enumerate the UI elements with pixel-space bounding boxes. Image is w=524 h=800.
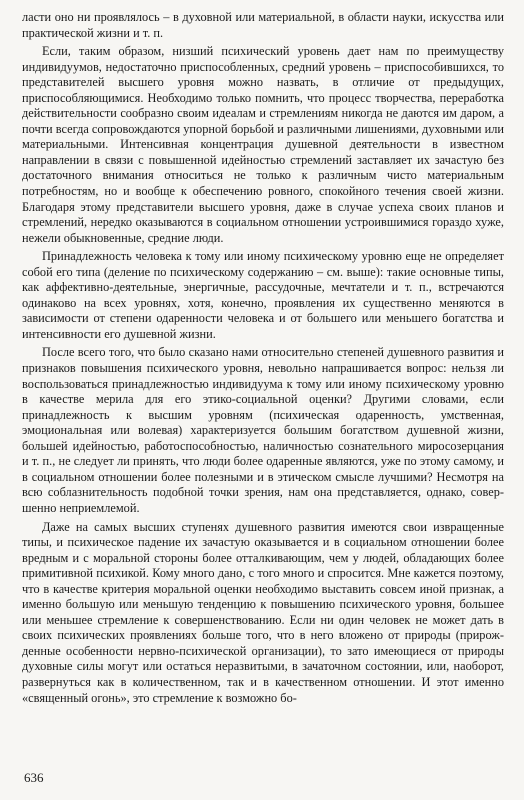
paragraph-3: Принадлежность человека к тому или иному психическому уровню еще не определяет собой его типа (деление по психическому содержанию – см. выше): такие основные типы, как аффективно-деятельные, энергичные, рассудочные, мечтатели и т. п., встречаются одинаково на всех уровнях, хотя, конечно, проявления их существенно меняются в зависимости от степени одаренности человека и от большего или меньшего богатства и интенсивности его душевной жизни.	[22, 249, 504, 341]
paragraph-1: ласти оно ни проявлялось – в духовной или материальной, в области науки, искусства или практической жизни и т. п.	[22, 10, 504, 40]
page-text	[22, 10, 504, 709]
paragraph-2: Если, таким образом, низший психический уровень дает нам по преимуществу индивидуумов, недостаточно приспособленных, средний уровень – приспособившихся, то представителей высшего уровня можно назвать, в отличие от предыдущих, приспособляющимися. Необходимо только помнить, что процесс творчества, переработка действительности сообразно своим идеалам и стремлениям никогда не даются им даром, а почти всегда сопровождаются упорной борьбой и различными лишениями, духовными или материальными. Интенсивная концентрация душевной деятельности в известном направлении в связи с повышенной идейностью стремлений заставляет их зачастую без достаточного внимания относиться не только к различным чисто материальным потребностям, но и вообще к обеспечению ровного, спокойного течения своей жизни. Благодаря этому представители высшего уровня, даже в случае успеха своих планов и стремлений, нередко оказываются в социальном отношении устроившимися гораздо хуже, нежели обыкновенные, средние люди.	[22, 44, 504, 245]
paragraph-4: После всего того, что было сказано нами относительно степеней душевного развития и признаков повышения психического уровня, невольно напрашивается вопрос: нельзя ли воспользоваться принадлежностью индивидуума к тому или иному психическому уровню в качестве мерила для его этико-социальной оценки? Другими словами, если принадлежность к высшим уровням (психическая одаренность, умственная, эмоциональная или волевая) характеризуется большим богатством душевной жизни, большей идейностью, работоспособностью, наличностью сознательного миросозерцания и т. п., не следует ли принять, что люди более одаренные являются, уже по этому самому, и в социальном отношении более полезными и в этическом смысле лучшими? Несмотря на всю соблазнительность подобной точки зрения, нам она представляется, однако, совершенно неприемлемой.	[22, 345, 504, 515]
paragraph-5: Даже на самых высших ступенях душевного развития имеются свои извращенные типы, и психическое падение их зачастую оказывается и в социальном отношении более вредным и с моральной стороны более отталкивающим, чем у людей, обладающих более примитивной психикой. Кому много дано, с того много и спросится. Мне кажется поэтому, что в качестве критерия моральной оценки необходимо выставить совсем иной признак, а именно большую или меньшую тенденцию к повышению психического уровня, большее или меньшее стремление к совершенствованию. Если ни один человек не может дать в своих психических проявлениях больше того, что в него вложено от природы (прирожденные особенности нервно-психической организации), то зато имеющиеся от природы духовные силы могут или остаться неразвитыми, в зачаточном состоянии, или, наоборот, развернуться как в количественном, так и в качественном отношении. И этот именно «священный огонь», это стремление к возможно бо-	[22, 519, 504, 705]
page-number: 636	[24, 770, 44, 785]
